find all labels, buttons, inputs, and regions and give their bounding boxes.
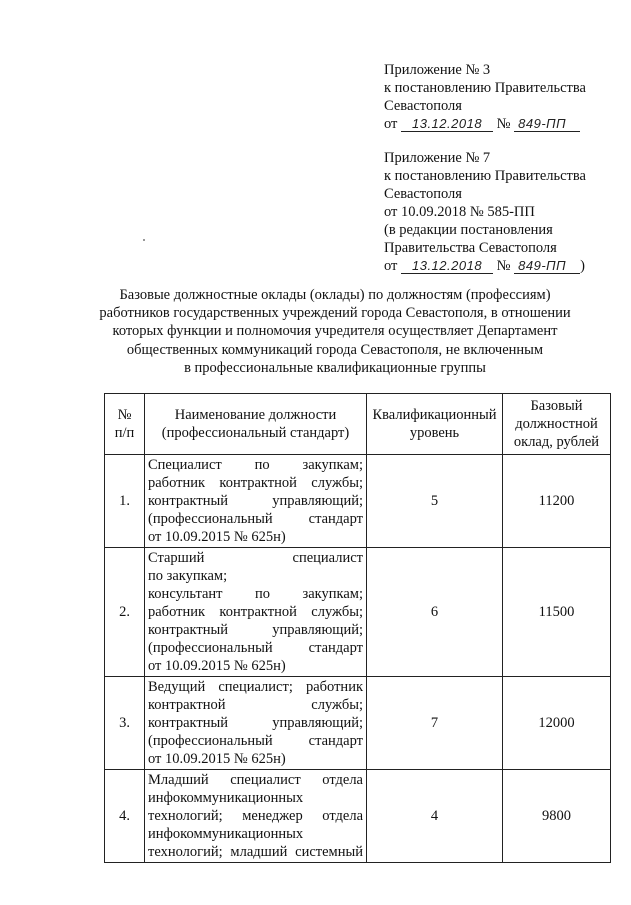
row-position-name: Ведущий специалист; работник контрактной службы; контрактный управляющий; (профессиональный стандарт от 10.09.2015 № 625н)	[145, 677, 367, 770]
table-header-row	[105, 394, 611, 455]
appendix-3-handwritten-number: 849-ПП	[514, 116, 580, 132]
appendix-3-line2: к постановлению Правительства	[384, 80, 586, 96]
row-salary: 12000	[503, 677, 611, 770]
row-salary: 9800	[503, 770, 611, 863]
row-level: 7	[367, 677, 503, 770]
appendix-7-no: №	[496, 258, 511, 274]
title-line: которых функции и полномочия учредителя осуществляет Департамент	[112, 323, 558, 340]
appendix-7-line4: от 10.09.2018 № 585-ПП	[384, 204, 535, 220]
title-line: Базовые должностные оклады (оклады) по должностям (профессиям)	[119, 287, 551, 303]
table-row	[105, 455, 611, 548]
header-name: Наименование должности (профессиональный стандарт)	[145, 394, 367, 455]
appendix-7-ot: от	[384, 258, 398, 274]
row-num: 4.	[105, 770, 145, 863]
appendix-3-line1: Приложение № 3	[384, 62, 491, 78]
appendix-7-line5: (в редакции постановления	[384, 222, 553, 238]
appendix-3-block	[384, 61, 624, 133]
row-level: 6	[367, 548, 503, 677]
row-level: 5	[367, 455, 503, 548]
appendix-3-line3: Севастополя	[384, 98, 462, 114]
header-salary: Базовый должностной оклад, рублей	[503, 394, 611, 455]
appendix-3-date-line	[384, 115, 624, 133]
appendix-7-handwritten-number: 849-ПП	[514, 258, 580, 274]
appendix-7-line1: Приложение № 7	[384, 150, 491, 166]
appendix-7-block	[384, 149, 624, 275]
table-row	[105, 770, 611, 863]
row-level: 4	[367, 770, 503, 863]
row-salary: 11500	[503, 548, 611, 677]
appendix-7-close-paren: )	[580, 258, 585, 274]
salary-table	[104, 393, 611, 863]
table-row	[105, 677, 611, 770]
row-position-name: Младший специалист отдела инфокоммуникационных технологий; менеджер отдела инфокоммуникационных технологий; младший системный	[145, 770, 367, 863]
appendix-7-line2: к постановлению Правительства	[384, 168, 586, 184]
row-salary: 11200	[503, 455, 611, 548]
header-num: № п/п	[105, 394, 145, 455]
appendix-3-handwritten-date: 13.12.2018	[401, 116, 493, 132]
table-row	[105, 548, 611, 677]
appendix-7-line6: Правительства Севастополя	[384, 240, 557, 256]
header-level: Квалификационный уровень	[367, 394, 503, 455]
row-num: 1.	[105, 455, 145, 548]
row-num: 3.	[105, 677, 145, 770]
appendix-3-no: №	[496, 116, 511, 132]
title-line: работников государственных учреждений города Севастополя, в отношении	[99, 305, 571, 322]
row-position-name: Старший специалист по закупкам; консультант по закупкам; работник контрактной службы; контрактный управляющий; (профессиональный стандарт от 10.09.2015 № 625н)	[145, 548, 367, 677]
appendix-7-date-line	[384, 257, 624, 275]
appendix-7-line3: Севастополя	[384, 186, 462, 202]
scan-speck	[143, 239, 145, 241]
row-position-name: Специалист по закупкам; работник контрактной службы; контрактный управляющий; (профессиональный стандарт от 10.09.2015 № 625н)	[145, 455, 367, 548]
title-line: в профессиональные квалификационные группы	[184, 359, 486, 376]
appendix-3-ot: от	[384, 116, 398, 132]
row-num: 2.	[105, 548, 145, 677]
appendix-7-handwritten-date: 13.12.2018	[401, 258, 493, 274]
title-line: общественных коммуникаций города Севастополя, не включенным	[126, 341, 544, 358]
document-title	[60, 286, 610, 377]
